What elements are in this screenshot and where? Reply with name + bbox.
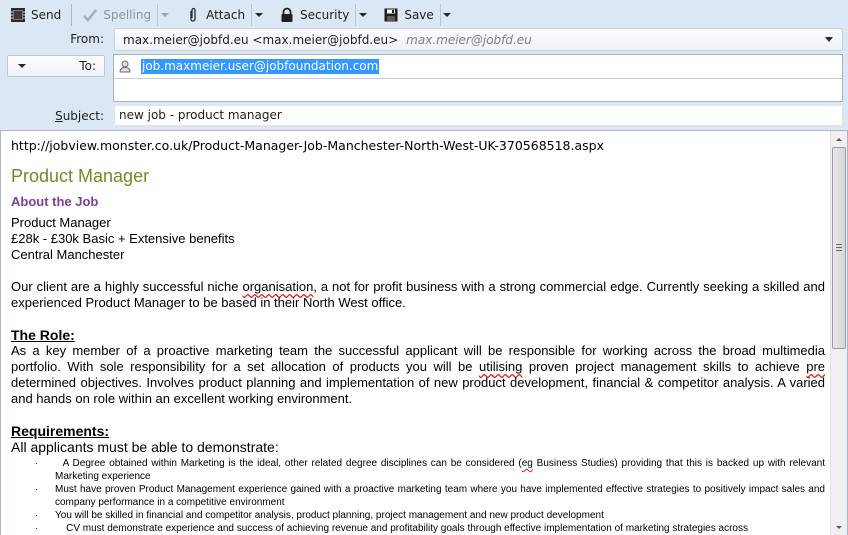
recipient-row[interactable] <box>114 55 842 79</box>
from-label: From: <box>70 32 104 46</box>
role-text-cont: proven project management skills to achieve <box>522 359 807 374</box>
attach-dropdown[interactable] <box>251 4 265 26</box>
arrow-down-icon <box>836 526 842 529</box>
list-item <box>11 522 825 535</box>
spelling-label: Spelling <box>103 7 152 22</box>
person-icon <box>119 60 131 73</box>
send-icon <box>10 7 26 23</box>
chevron-down-icon <box>161 13 169 17</box>
misspelled-word: pre <box>806 359 826 374</box>
send-button[interactable] <box>6 4 65 26</box>
arrow-up-icon <box>836 138 842 141</box>
subject-input[interactable]: new job - product manager <box>114 105 843 126</box>
bullet-text: A Degree obtained within Marketing is the ideal, other related degree disciplines can be considered ( <box>55 458 522 469</box>
to-label: To: <box>79 59 96 73</box>
from-address: max.meier@jobfd.eu <max.meier@jobfd.eu> <box>123 32 399 47</box>
chevron-down-icon <box>825 37 833 42</box>
list-item <box>11 509 825 522</box>
bullet-text: CV must demonstrate experience and success of achieving revenue and profitability goals through effective implementation of marketing strategies across <box>55 523 748 534</box>
bullet-icon: · <box>35 510 38 520</box>
chevron-down-icon <box>18 64 26 68</box>
role-text-end: determined objectives. Involves product planning and implementation of new product development, financial & competitor analysis. A varied and hands on role within an excellent working environment. <box>11 375 825 406</box>
job-url-text: http://jobview.monster.co.uk/Product-Manager-Job-Manchester-North-West-UK-370568518.aspx <box>11 138 604 153</box>
security-dropdown[interactable] <box>355 4 369 26</box>
recipient-address-input[interactable]: job.maxmeier.user@jobfoundation.com <box>142 59 379 73</box>
spelling-dropdown[interactable] <box>157 4 171 26</box>
bullet-icon: · <box>35 484 38 494</box>
save-label: Save <box>404 7 434 22</box>
message-body-editor[interactable] <box>0 130 848 535</box>
toolbar-separator <box>71 4 72 26</box>
paperclip-icon <box>185 7 201 23</box>
requirements-intro: All applicants must be able to demonstrate: <box>11 439 279 455</box>
chevron-down-icon <box>359 13 367 17</box>
list-item <box>11 483 825 509</box>
role-paragraph <box>11 343 825 407</box>
save-dropdown[interactable] <box>440 4 454 26</box>
summary-line: £28k - £30k Basic + Extensive benefits <box>11 231 235 246</box>
compose-toolbar <box>0 0 848 29</box>
misspelled-word: eg <box>521 458 533 469</box>
chevron-down-icon <box>255 13 263 17</box>
security-button[interactable] <box>275 4 353 26</box>
role-heading: The Role: <box>11 327 75 343</box>
recipient-type-dropdown[interactable] <box>7 55 105 77</box>
save-button[interactable] <box>379 4 437 26</box>
role-text: As a key member of a proactive marketing team the successful applicant will be responsible for working across the broad multimedia portfolio. With sole responsibility for a set allocation of products you will be <box>11 343 825 374</box>
summary-line: Product Manager <box>11 215 111 230</box>
send-label: Send <box>31 7 62 22</box>
summary-line: Central Manchester <box>11 247 125 262</box>
recipient-row-empty[interactable] <box>114 79 842 103</box>
list-item <box>11 457 828 483</box>
grip-icon <box>836 244 842 251</box>
intro-paragraph <box>11 279 825 311</box>
checkmark-icon <box>82 7 98 23</box>
job-title-heading: Product Manager <box>11 166 150 186</box>
about-job-heading: About the Job <box>11 194 99 209</box>
vertical-scrollbar[interactable] <box>830 131 847 535</box>
bullet-icon: · <box>35 523 38 533</box>
recipient-list[interactable] <box>113 54 843 102</box>
scrollbar-thumb[interactable] <box>832 147 846 349</box>
job-summary <box>11 215 825 263</box>
misspelled-word: organisation <box>242 279 314 294</box>
intro-text: Our client are a highly successful niche <box>11 279 243 294</box>
intro-text-cont: , a not for profit business with a strong commercial edge. Currently seeking a skilled and experienced Product Manager to be based in their North West office. <box>11 279 825 310</box>
attach-label: Attach <box>206 7 246 22</box>
lock-icon <box>279 7 295 23</box>
from-identity-select[interactable] <box>114 28 843 51</box>
spelling-button[interactable] <box>78 4 155 26</box>
requirements-heading: Requirements: <box>11 423 110 439</box>
chevron-down-icon <box>443 13 451 17</box>
subject-label: Subject: <box>55 109 104 123</box>
misspelled-word: utilising <box>479 359 523 374</box>
scroll-up-button[interactable] <box>831 131 847 147</box>
attach-button[interactable] <box>181 4 249 26</box>
from-alias: max.meier@jobfd.eu <box>406 32 532 47</box>
bullet-text: Must have proven Product Management experience gained with a proactive marketing team where you have implemented effective strategies to positively impact sales and company performance in a competitive environment <box>55 484 825 508</box>
bullet-text-cont: Business Studies) providing that this is backed up with relevant Marketing experience <box>55 458 828 482</box>
bullet-text: You will be skilled in financial and competitor analysis, product planning, project management and new product development <box>55 510 604 521</box>
floppy-disk-icon <box>383 7 399 23</box>
requirements-list <box>11 457 828 535</box>
security-label: Security <box>300 7 350 22</box>
scroll-down-button[interactable] <box>831 519 847 535</box>
bullet-icon: · <box>35 458 38 468</box>
message-content <box>11 131 828 535</box>
